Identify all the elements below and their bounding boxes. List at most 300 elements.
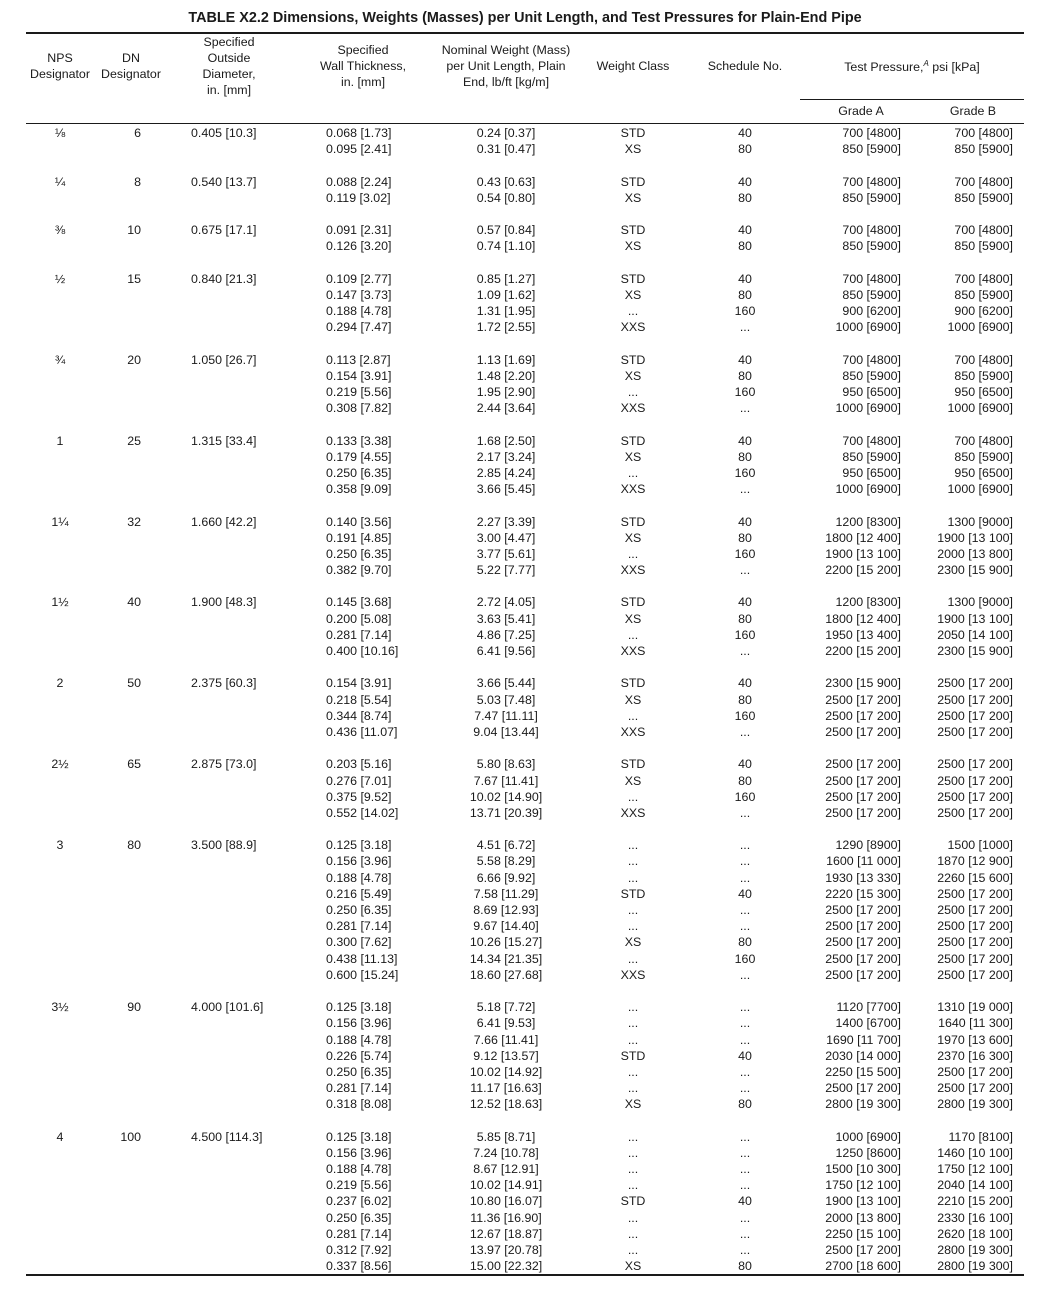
wall-thickness-cell: 0.375 [9.52] [326,789,392,804]
wall-thickness-cell: 0.219 [5.56] [326,385,392,399]
nominal-weight-cell: 14.34 [21.35] [469,951,543,966]
grade-b-pressure-cell: 2370 [16 300] [937,1048,1013,1063]
pipe-size-group [0,433,1048,498]
grade-a-pressure-cell: 850 [5900] [842,368,901,383]
nominal-weight-cell: 15.00 [22.32] [469,1259,543,1274]
grade-a-pressure-cell: 1800 [12 400] [825,611,901,626]
grade-b-pressure-cell: 2040 [14 100] [937,1178,1013,1193]
grade-a-pressure-cell: 1000 [6900] [835,320,901,335]
wall-thickness-cell: 0.237 [6.02] [326,1194,392,1209]
table-row [0,303,1048,319]
nps-cell: ⅛ [54,126,66,140]
pipe-size-group [0,1129,1048,1275]
table-row [0,238,1048,254]
table-row [0,271,1048,287]
weight-class-cell: XS [624,611,642,626]
nominal-weight-cell: 0.57 [0.84] [476,223,536,238]
weight-class-cell: ... [627,708,639,723]
nominal-weight-cell: 18.60 [27.68] [469,967,543,982]
grade-b-pressure-cell: 2050 [14 100] [937,627,1013,642]
table-row [0,287,1048,303]
header-grade-b: Grade B [949,104,997,118]
schedule-cell: 80 [738,239,752,254]
grade-b-pressure-cell: 950 [6500] [954,465,1013,480]
table-row [0,870,1048,886]
schedule-cell: 40 [738,223,752,238]
wall-thickness-cell: 0.218 [5.54] [326,692,392,707]
schedule-cell: 80 [738,449,752,464]
table-row [0,1048,1048,1064]
table-row [0,514,1048,530]
nps-cell: 2 [56,676,64,691]
weight-class-cell: ... [627,854,639,869]
grade-a-pressure-cell: 2500 [17 200] [825,773,901,788]
schedule-cell: 160 [734,465,756,480]
dn-cell: 8 [134,174,141,189]
nps-cell: ¾ [54,352,66,367]
wall-thickness-cell: 0.438 [11.13] [326,951,398,966]
grade-b-pressure-cell: 700 [4800] [954,126,1013,140]
pipe-size-group [0,174,1048,206]
weight-class-cell: ... [627,1064,639,1079]
grade-b-pressure-cell: 2500 [17 200] [937,886,1013,901]
table-row [0,1064,1048,1080]
weight-class-cell: XS [624,773,642,788]
nominal-weight-cell: 1.13 [1.69] [476,352,536,367]
nps-cell: ¼ [54,174,66,189]
grade-b-pressure-cell: 1640 [11 300] [938,1016,1013,1031]
grade-a-pressure-cell: 2300 [15 900] [825,676,901,691]
wall-thickness-cell: 0.125 [3.18] [326,1000,392,1015]
table-row [0,886,1048,902]
table-row [0,384,1048,400]
schedule-cell: ... [739,1064,751,1079]
wall-thickness-cell: 0.126 [3.20] [326,239,392,254]
grade-b-pressure-cell: 2500 [17 200] [937,805,1013,820]
wall-thickness-cell: 0.119 [3.02] [326,190,391,205]
grade-a-pressure-cell: 2800 [19 300] [825,1097,901,1112]
grade-a-pressure-cell: 1000 [6900] [835,482,901,497]
nominal-weight-cell: 7.47 [11.11] [474,708,538,723]
pipe-size-group [0,594,1048,659]
outside-diameter-cell: 1.315 [33.4] [191,433,257,448]
wall-thickness-cell: 0.156 [3.96] [326,854,392,869]
grade-a-pressure-cell: 2250 [15 500] [825,1064,901,1079]
grade-b-pressure-cell: 1170 [8100] [948,1129,1013,1144]
grade-a-pressure-cell: 700 [4800] [842,352,901,367]
nps-cell: 3 [56,838,64,853]
grade-b-pressure-cell: 2500 [17 200] [937,773,1013,788]
schedule-cell: ... [739,854,751,869]
schedule-cell: 80 [738,530,752,545]
nominal-weight-cell: 10.02 [14.90] [469,789,543,804]
wall-thickness-cell: 0.281 [7.14] [326,1081,392,1096]
header-schedule: Schedule No. [707,59,783,73]
header-dn [97,36,165,96]
grade-a-pressure-cell: 2500 [17 200] [825,724,901,739]
weight-class-cell: STD [620,886,646,901]
pipe-size-group [0,352,1048,417]
wall-thickness-cell: 0.281 [7.14] [326,1226,392,1241]
table-row [0,465,1048,481]
wall-thickness-cell: 0.400 [10.16] [326,644,399,658]
wall-thickness-cell: 0.068 [1.73] [326,126,392,140]
grade-a-pressure-cell: 1900 [13 100] [825,546,901,561]
grade-rule [800,99,1024,100]
schedule-cell: 80 [738,190,752,205]
table-row [0,627,1048,643]
grade-a-pressure-cell: 700 [4800] [842,126,901,140]
grade-a-pressure-cell: 1200 [8300] [835,595,901,610]
grade-b-pressure-cell: 2800 [19 300] [937,1259,1013,1274]
grade-a-pressure-cell: 1500 [10 300] [825,1162,901,1176]
grade-b-pressure-cell: 2500 [17 200] [937,724,1013,739]
schedule-cell: 40 [738,676,752,691]
weight-class-cell: XXS [620,967,646,982]
table-row [0,1258,1048,1274]
nominal-weight-cell: 1.09 [1.62] [476,287,536,302]
outside-diameter-cell: 1.050 [26.7] [191,352,257,367]
schedule-cell: ... [739,482,751,497]
grade-b-pressure-cell: 2500 [17 200] [937,1081,1013,1096]
nominal-weight-cell: 13.97 [20.78] [469,1242,543,1257]
grade-a-pressure-cell: 2500 [17 200] [825,805,901,820]
dn-cell: 100 [120,1129,141,1144]
grade-a-pressure-cell: 1250 [8600] [835,1145,901,1160]
grade-b-pressure-cell: 2500 [17 200] [937,935,1013,950]
grade-a-pressure-cell: 2500 [17 200] [825,951,901,966]
schedule-cell: ... [739,1178,751,1193]
nominal-weight-cell: 10.02 [14.91] [469,1178,543,1193]
grade-b-pressure-cell: 2000 [13 800] [937,546,1013,561]
table-row [0,125,1048,141]
schedule-cell: 40 [738,174,752,189]
grade-a-pressure-cell: 2500 [17 200] [825,903,901,917]
nominal-weight-cell: 5.80 [8.63] [476,757,536,772]
grade-b-pressure-cell: 2260 [15 600] [937,870,1013,885]
schedule-cell: ... [739,1226,751,1241]
table-row [0,1226,1048,1242]
nominal-weight-cell: 7.67 [11.41] [473,773,539,788]
weight-class-cell: ... [627,870,639,885]
header-pressure-prefix: Test Pressure, [844,60,924,75]
grade-a-pressure-cell: 700 [4800] [842,223,901,238]
weight-class-cell: STD [620,271,646,286]
dn-cell: 80 [127,838,141,853]
schedule-cell: ... [739,1162,751,1176]
nominal-weight-cell: 1.95 [2.90] [476,385,536,399]
schedule-cell: ... [739,401,751,416]
wall-thickness-cell: 0.250 [6.35] [326,465,392,480]
weight-class-cell: XS [624,368,642,383]
weight-class-cell: XS [624,1259,642,1274]
grade-a-pressure-cell: 2500 [17 200] [825,1242,901,1257]
wall-thickness-cell: 0.219 [5.56] [326,1178,392,1193]
table-row [0,789,1048,805]
grade-a-pressure-cell: 2500 [17 200] [825,967,901,982]
weight-class-cell: XS [624,1097,642,1112]
pipe-size-group [0,125,1048,157]
table-row [0,546,1048,562]
grade-b-pressure-cell: 1310 [19 000] [937,1000,1013,1015]
weight-class-cell: XXS [620,563,646,578]
grade-b-pressure-cell: 1500 [1000] [947,838,1013,853]
top-rule [26,32,1024,34]
nominal-weight-cell: 2.17 [3.24] [476,449,536,464]
weight-class-cell: STD [620,757,646,772]
nominal-weight-cell: 1.48 [2.20] [476,368,536,383]
grade-b-pressure-cell: 2500 [17 200] [937,951,1013,966]
table-row [0,594,1048,610]
grade-b-pressure-cell: 1900 [13 100] [937,611,1013,626]
grade-b-pressure-cell: 2330 [16 100] [937,1210,1013,1225]
dn-cell: 25 [127,433,141,448]
outside-diameter-cell: 4.000 [101.6] [191,1000,264,1015]
nominal-weight-cell: 5.85 [8.71] [476,1129,536,1144]
weight-class-cell: XS [624,287,642,302]
grade-b-pressure-cell: 850 [5900] [954,142,1013,157]
schedule-cell: ... [739,563,751,578]
schedule-cell: ... [739,1210,751,1225]
schedule-cell: 80 [738,611,752,626]
schedule-cell: ... [739,903,751,917]
schedule-cell: ... [739,1129,751,1144]
grade-b-pressure-cell: 2800 [19 300] [937,1242,1013,1257]
table-row [0,449,1048,465]
footnote-marker: A [923,59,929,69]
table-row [0,724,1048,740]
table-row [0,902,1048,918]
weight-class-cell: XXS [620,724,646,739]
weight-class-cell: ... [627,546,639,561]
table-row [0,222,1048,238]
header-weight-class: Weight Class [596,59,670,73]
wall-thickness-cell: 0.133 [3.38] [326,433,392,448]
outside-diameter-cell: 4.500 [114.3] [191,1129,263,1144]
pipe-size-group [0,837,1048,983]
nominal-weight-cell: 10.26 [15.27] [469,935,543,950]
wall-thickness-cell: 0.156 [3.96] [326,1016,392,1031]
table-row [0,805,1048,821]
grade-b-pressure-cell: 700 [4800] [954,271,1013,286]
schedule-cell: ... [739,919,751,934]
weight-class-cell: XXS [620,401,646,416]
grade-b-pressure-cell: 2500 [17 200] [937,919,1013,934]
nominal-weight-cell: 8.69 [12.93] [473,903,539,917]
weight-class-cell: ... [627,1162,639,1176]
wall-thickness-cell: 0.337 [8.56] [326,1259,392,1274]
grade-b-pressure-cell: 950 [6500] [954,385,1013,399]
weight-class-cell: ... [627,1226,639,1241]
wall-thickness-cell: 0.156 [3.96] [326,1145,392,1160]
nominal-weight-cell: 10.02 [14.92] [469,1064,543,1079]
weight-class-cell: XS [624,530,642,545]
wall-thickness-cell: 0.147 [3.73] [326,287,392,302]
nominal-weight-cell: 3.00 [4.47] [476,530,536,545]
header-nps-line: NPS [47,51,73,65]
weight-class-cell: ... [627,385,639,399]
header-od-line: Diameter, [202,67,256,81]
weight-class-cell: XS [624,935,642,950]
wall-thickness-cell: 0.276 [7.01] [326,773,392,788]
schedule-cell: 40 [738,886,752,901]
grade-a-pressure-cell: 2500 [17 200] [825,919,901,934]
schedule-cell: ... [739,1145,751,1160]
nominal-weight-cell: 0.24 [0.37] [476,126,536,140]
weight-class-cell: XXS [620,805,646,820]
grade-b-pressure-cell: 900 [6200] [954,304,1013,319]
table-row [0,1015,1048,1031]
wall-thickness-cell: 0.140 [3.56] [326,514,392,529]
grade-a-pressure-cell: 1000 [6900] [835,1129,901,1144]
schedule-cell: ... [739,320,751,335]
weight-class-cell: STD [620,126,646,140]
schedule-cell: 160 [734,304,756,319]
grade-b-pressure-cell: 1000 [6900] [947,401,1013,416]
table-row [0,837,1048,853]
wall-thickness-cell: 0.344 [8.74] [326,708,392,723]
schedule-cell: 80 [738,368,752,383]
grade-b-pressure-cell: 2300 [15 900] [937,563,1013,578]
grade-b-pressure-cell: 2620 [18 100] [937,1226,1013,1241]
grade-a-pressure-cell: 2250 [15 100] [825,1226,901,1241]
nominal-weight-cell: 2.27 [3.39] [476,514,536,529]
schedule-cell: 80 [738,1259,752,1274]
nominal-weight-cell: 9.12 [13.57] [473,1048,539,1063]
grade-a-pressure-cell: 1900 [13 100] [825,1194,901,1209]
nps-cell: 3½ [51,1000,69,1015]
dn-cell: 50 [127,676,141,691]
weight-class-cell: STD [620,1194,646,1209]
grade-b-pressure-cell: 2500 [17 200] [937,676,1013,691]
weight-class-cell: XXS [620,320,646,335]
header-nominal-weight [428,36,584,96]
weight-class-cell: ... [627,1178,639,1193]
nominal-weight-cell: 5.22 [7.77] [476,563,536,578]
outside-diameter-cell: 1.900 [48.3] [191,595,257,610]
wall-thickness-cell: 0.188 [4.78] [326,1032,392,1047]
table-row [0,1210,1048,1226]
table-row [0,708,1048,724]
table-row [0,934,1048,950]
wall-thickness-cell: 0.191 [4.85] [326,530,392,545]
schedule-cell: ... [739,1032,751,1047]
nominal-weight-cell: 6.41 [9.53] [476,1016,536,1031]
outside-diameter-cell: 0.840 [21.3] [191,271,257,286]
grade-b-pressure-cell: 1870 [12 900] [937,854,1013,869]
wall-thickness-cell: 0.318 [8.08] [326,1097,392,1112]
weight-class-cell: STD [620,595,646,610]
wall-thickness-cell: 0.109 [2.77] [326,271,392,286]
nps-cell: ⅜ [54,223,66,238]
weight-class-cell: ... [627,304,639,319]
wall-thickness-cell: 0.145 [3.68] [326,595,392,610]
weight-class-cell: ... [627,789,639,804]
nominal-weight-cell: 5.03 [7.48] [476,692,536,707]
outside-diameter-cell: 2.375 [60.3] [191,676,257,691]
table-row [0,1177,1048,1193]
weight-class-cell: ... [627,627,639,642]
schedule-cell: ... [739,805,751,820]
grade-b-pressure-cell: 850 [5900] [954,190,1013,205]
table-title: TABLE X2.2 Dimensions, Weights (Masses) per Unit Length, and Test Pressures for Plain-End Pipe [188,10,862,26]
schedule-cell: ... [739,644,751,658]
wall-thickness-cell: 0.154 [3.91] [326,676,392,691]
weight-class-cell: ... [627,1016,639,1031]
table-row [0,1096,1048,1112]
wall-thickness-cell: 0.312 [7.92] [326,1242,392,1257]
schedule-cell: 160 [734,546,756,561]
nominal-weight-cell: 11.17 [16.63] [470,1081,542,1096]
nominal-weight-cell: 0.74 [1.10] [476,239,536,254]
grade-a-pressure-cell: 2700 [18 600] [825,1259,901,1274]
grade-a-pressure-cell: 1600 [11 000] [826,854,901,869]
table-row [0,756,1048,772]
schedule-cell: 40 [738,433,752,448]
table-row [0,675,1048,691]
wall-thickness-cell: 0.600 [15.24] [326,967,399,982]
grade-b-pressure-cell: 850 [5900] [954,239,1013,254]
header-wall-line: Specified [337,43,389,57]
grade-a-pressure-cell: 2220 [15 300] [825,886,901,901]
weight-class-cell: XS [624,692,642,707]
weight-class-cell: ... [627,919,639,934]
nominal-weight-cell: 2.85 [4.24] [476,465,536,480]
grade-b-pressure-cell: 2500 [17 200] [937,757,1013,772]
dn-cell: 10 [127,223,141,238]
weight-class-cell: ... [627,1210,639,1225]
schedule-cell: ... [739,838,751,853]
grade-a-pressure-cell: 2500 [17 200] [825,757,901,772]
header-wall-line: in. [mm] [340,75,386,89]
header-weight-line: per Unit Length, Plain [446,59,566,73]
wall-thickness-cell: 0.188 [4.78] [326,304,392,319]
grade-a-pressure-cell: 700 [4800] [842,433,901,448]
wall-thickness-cell: 0.308 [7.82] [326,401,392,416]
wall-thickness-cell: 0.188 [4.78] [326,1162,392,1176]
grade-a-pressure-cell: 2000 [13 800] [825,1210,901,1225]
grade-a-pressure-cell: 850 [5900] [842,142,901,157]
nominal-weight-cell: 5.58 [8.29] [476,854,536,869]
schedule-cell: ... [739,1000,751,1015]
header-weight-line: End, lb/ft [kg/m] [462,75,550,89]
schedule-cell: 160 [734,627,756,642]
grade-b-pressure-cell: 1750 [12 100] [937,1162,1013,1176]
nominal-weight-cell: 4.86 [7.25] [476,627,536,642]
grade-a-pressure-cell: 1930 [13 330] [825,870,901,885]
nominal-weight-cell: 12.52 [18.63] [469,1097,543,1112]
grade-b-pressure-cell: 2500 [17 200] [937,789,1013,804]
header-weight-line: Nominal Weight (Mass) [441,43,571,57]
nominal-weight-cell: 1.72 [2.55] [476,320,536,335]
wall-thickness-cell: 0.250 [6.35] [326,1210,392,1225]
wall-thickness-cell: 0.088 [2.24] [326,174,392,189]
schedule-cell: ... [739,1081,751,1096]
weight-class-cell: STD [620,676,646,691]
nps-cell: 4 [56,1129,64,1144]
nominal-weight-cell: 13.71 [20.39] [469,805,543,820]
grade-b-pressure-cell: 850 [5900] [954,287,1013,302]
outside-diameter-cell: 0.405 [10.3] [191,126,257,140]
wall-thickness-cell: 0.436 [11.07] [326,724,398,739]
grade-b-pressure-cell: 1300 [9000] [947,595,1013,610]
dn-cell: 65 [127,757,141,772]
weight-class-cell: XS [624,449,642,464]
schedule-cell: 40 [738,514,752,529]
weight-class-cell: STD [620,1048,646,1063]
grade-a-pressure-cell: 2500 [17 200] [825,789,901,804]
table-row [0,773,1048,789]
